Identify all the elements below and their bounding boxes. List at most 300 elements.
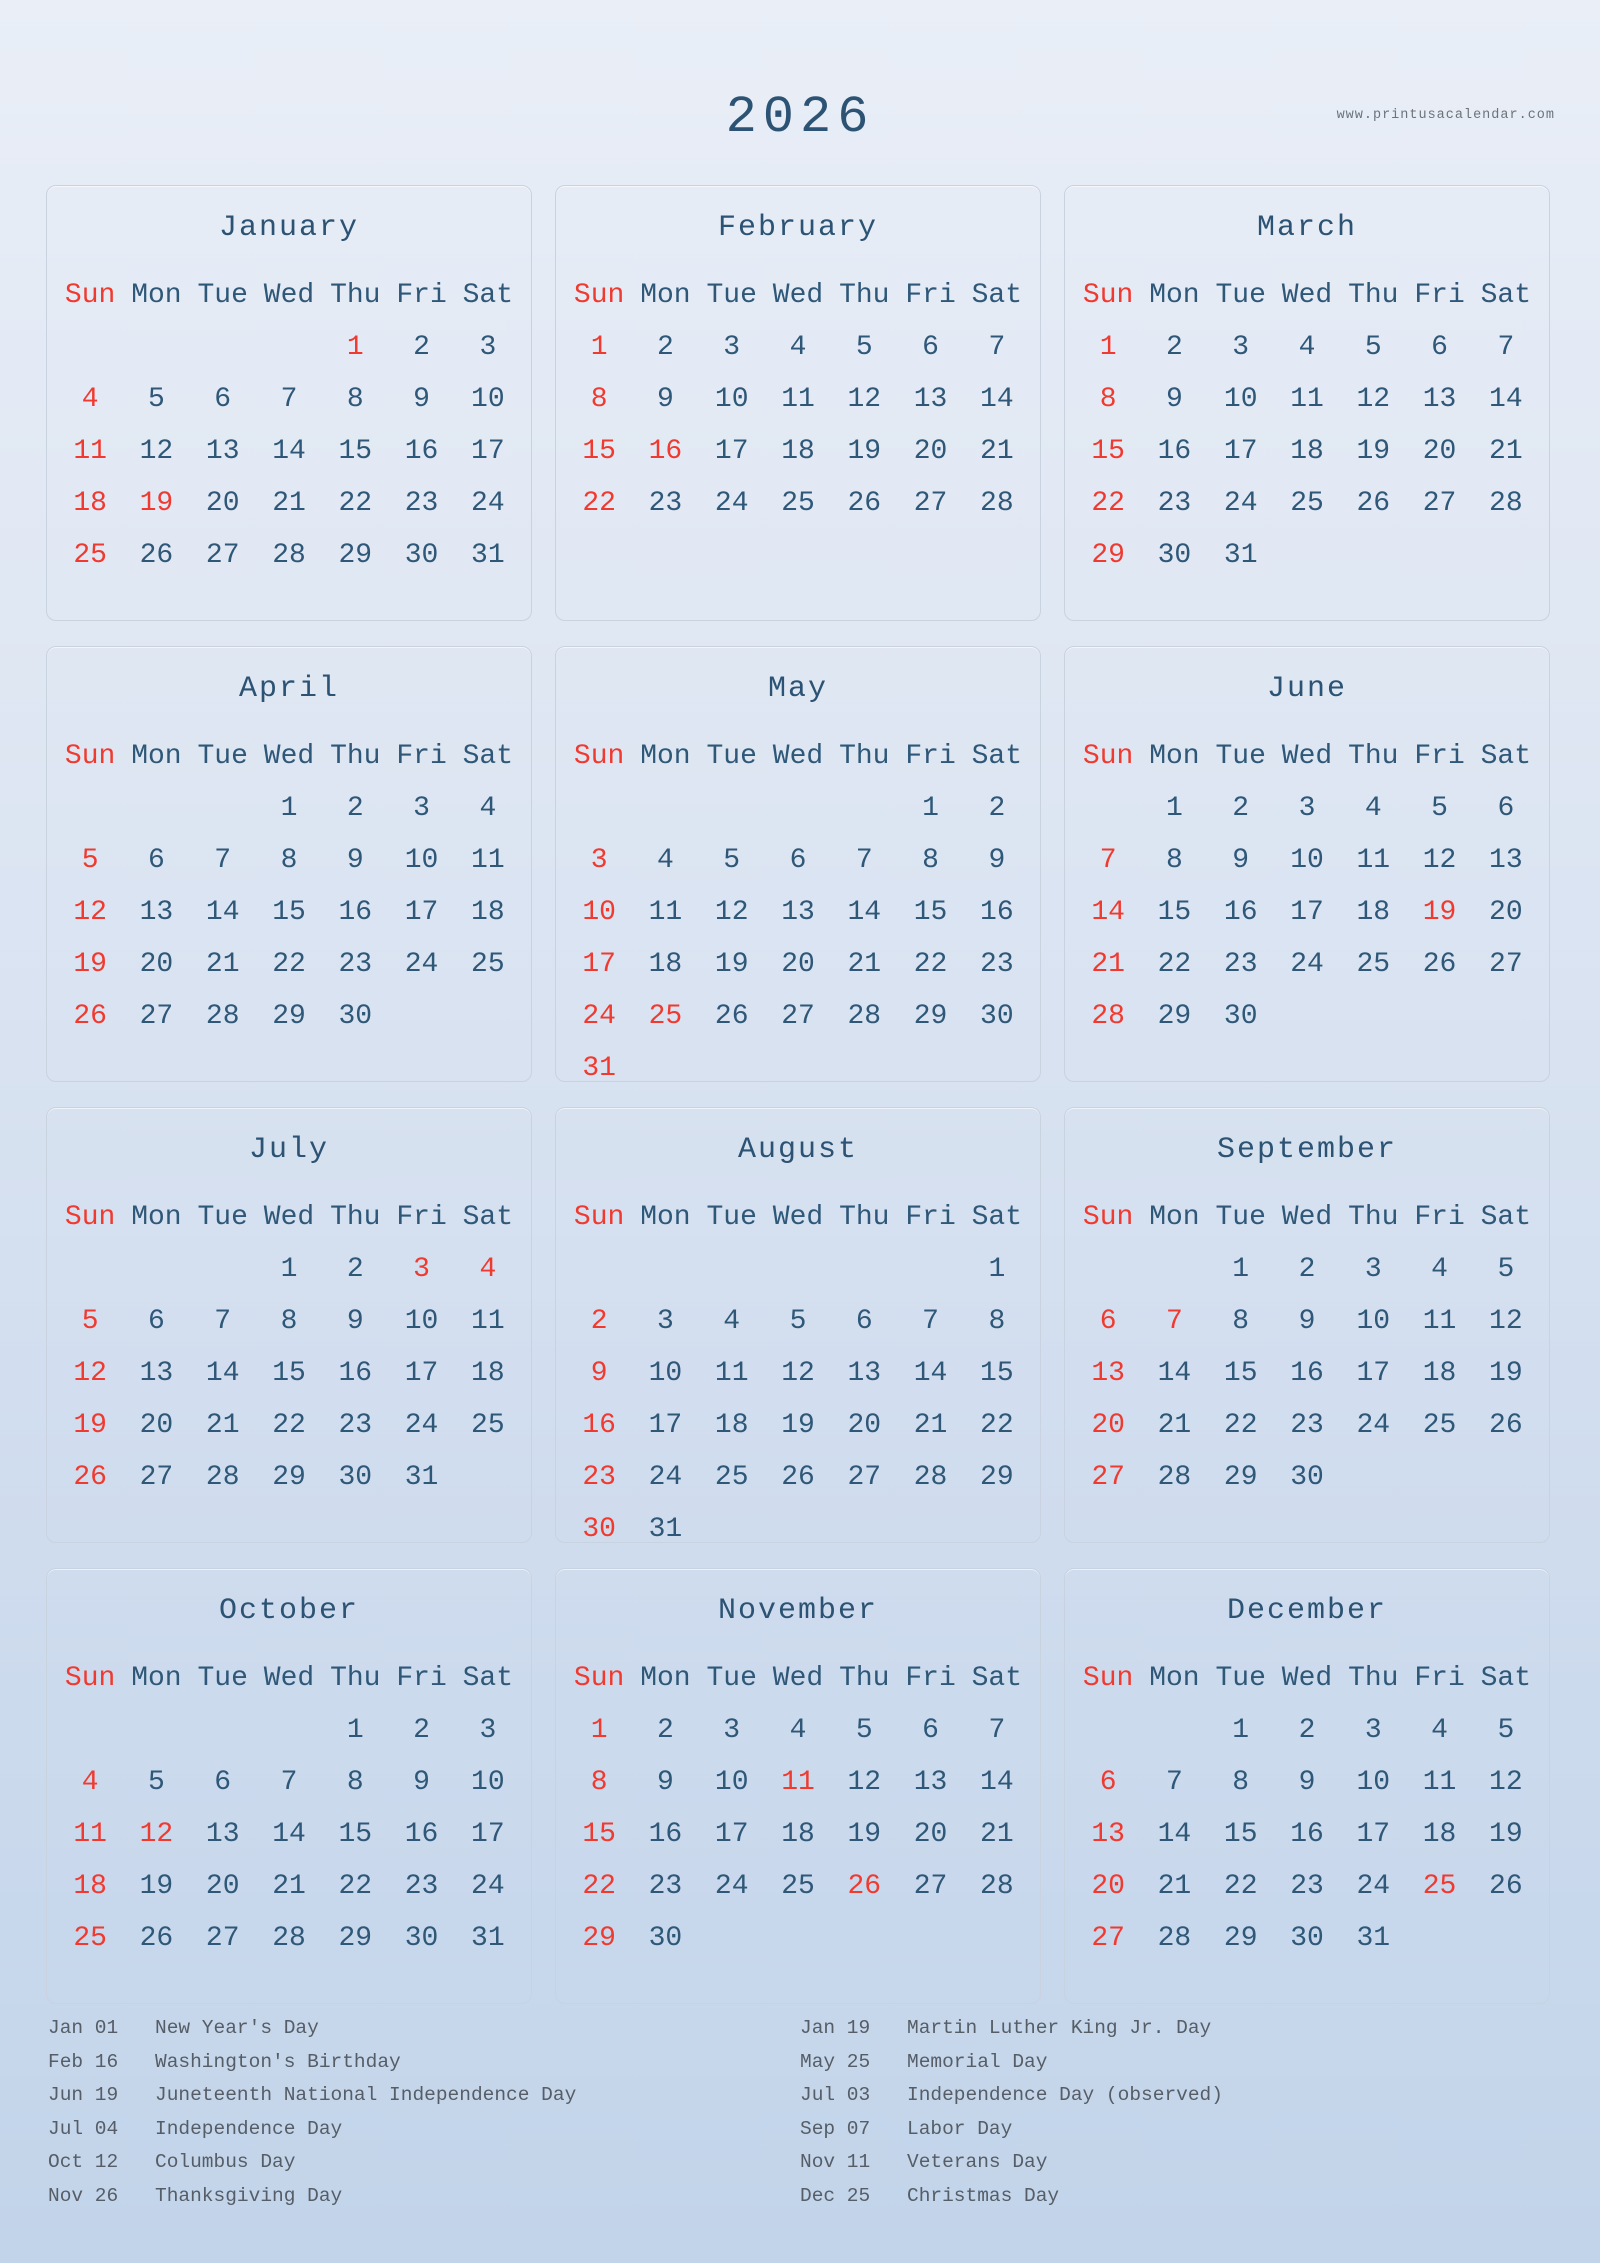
day-cell: 15 bbox=[272, 897, 306, 928]
day-cell: 9 bbox=[590, 1358, 608, 1389]
weekday-header-sun: Sun bbox=[64, 280, 116, 311]
day-cell: 24 bbox=[471, 1871, 505, 1902]
day-cell: 3 bbox=[413, 1254, 430, 1285]
day-cell: 20 bbox=[205, 488, 240, 519]
holiday-name: Juneteenth National Independence Day bbox=[155, 2084, 577, 2106]
day-cell: 4 bbox=[479, 793, 497, 824]
day-cell: 6 bbox=[1099, 1767, 1117, 1798]
weekday-header-row bbox=[566, 731, 1030, 783]
day-cell: 3 bbox=[1298, 793, 1316, 824]
year-title: 2026 bbox=[725, 88, 875, 147]
day-cell: 16 bbox=[1157, 436, 1192, 467]
weekday-header-wed: Wed bbox=[772, 741, 824, 772]
day-cell: 4 bbox=[1431, 1715, 1448, 1746]
website-url: www.printusacalendar.com bbox=[1336, 108, 1555, 123]
weekday-header-mon: Mon bbox=[640, 1202, 691, 1233]
day-cell: 28 bbox=[272, 540, 306, 571]
day-cell: 14 bbox=[913, 1358, 948, 1389]
day-cell: 11 bbox=[1422, 1306, 1457, 1337]
day-cell: 19 bbox=[139, 1871, 174, 1902]
holiday-name: New Year's Day bbox=[155, 2017, 319, 2039]
day-cell: 9 bbox=[1298, 1767, 1316, 1798]
day-cell: 13 bbox=[139, 1358, 174, 1389]
day-cell: 10 bbox=[471, 384, 505, 415]
holiday-item bbox=[48, 2079, 800, 2113]
day-cell: 3 bbox=[413, 793, 430, 824]
day-cell: 22 bbox=[913, 949, 948, 980]
weekday-header-fri: Fri bbox=[1414, 1202, 1465, 1233]
day-cell: 5 bbox=[723, 845, 741, 876]
weekday-header-thu: Thu bbox=[1348, 741, 1399, 772]
day-cell: 30 bbox=[404, 540, 439, 571]
day-cell: 2 bbox=[1166, 332, 1183, 363]
month-september bbox=[1064, 1107, 1550, 1543]
day-cell: 2 bbox=[413, 332, 430, 363]
day-cell: 31 bbox=[471, 540, 505, 571]
day-cell: 19 bbox=[139, 488, 174, 519]
day-cell: 11 bbox=[714, 1358, 749, 1389]
day-cell: 12 bbox=[73, 1358, 107, 1389]
day-cell: 30 bbox=[338, 1001, 373, 1032]
day-cell: 13 bbox=[205, 436, 240, 467]
day-cell: 25 bbox=[1290, 488, 1324, 519]
day-cell: 20 bbox=[1091, 1410, 1125, 1441]
day-cell: 1 bbox=[1099, 332, 1117, 363]
day-cell: 18 bbox=[781, 1819, 815, 1850]
holiday-item bbox=[48, 2012, 800, 2046]
holiday-name: Christmas Day bbox=[907, 2184, 1060, 2207]
weekday-header-sat: Sat bbox=[462, 1202, 514, 1233]
day-cell: 9 bbox=[346, 1306, 364, 1337]
holiday-date: May 25 bbox=[800, 2050, 871, 2073]
day-cell: 28 bbox=[272, 1923, 306, 1954]
day-cell: 22 bbox=[272, 949, 306, 980]
empty-cell bbox=[190, 1244, 256, 1296]
day-cell: 12 bbox=[1489, 1767, 1523, 1798]
month-title: March bbox=[1256, 211, 1357, 245]
weekday-header-thu: Thu bbox=[1348, 1202, 1399, 1233]
day-cell: 4 bbox=[1364, 793, 1382, 824]
day-cell: 20 bbox=[1422, 436, 1457, 467]
day-cell: 3 bbox=[723, 1715, 741, 1746]
holiday-name: Independence Day bbox=[155, 2117, 343, 2140]
day-cell: 26 bbox=[714, 1001, 749, 1032]
day-cell: 30 bbox=[1290, 1923, 1324, 1954]
day-cell: 1 bbox=[590, 1715, 608, 1746]
weekday-header-row bbox=[566, 270, 1030, 322]
day-cell: 9 bbox=[657, 384, 674, 415]
day-cell: 9 bbox=[1298, 1306, 1316, 1337]
day-cell: 4 bbox=[81, 384, 99, 415]
day-cell: 17 bbox=[714, 436, 749, 467]
day-cell: 2 bbox=[657, 332, 674, 363]
empty-cell bbox=[57, 1244, 123, 1296]
empty-cell bbox=[57, 783, 123, 835]
day-cell: 19 bbox=[1356, 436, 1391, 467]
day-cell: 1 bbox=[346, 332, 364, 363]
day-cell: 5 bbox=[1497, 1715, 1515, 1746]
empty-cell bbox=[123, 322, 189, 374]
weekday-header-wed: Wed bbox=[772, 280, 824, 311]
day-cell: 7 bbox=[922, 1306, 939, 1337]
day-cell: 3 bbox=[479, 332, 497, 363]
month-title: September bbox=[1216, 1133, 1398, 1167]
day-cell: 29 bbox=[980, 1462, 1014, 1493]
weekday-header-fri: Fri bbox=[396, 741, 447, 772]
day-cell: 19 bbox=[847, 436, 882, 467]
weekday-header-row bbox=[57, 1192, 521, 1244]
day-cell: 14 bbox=[272, 436, 306, 467]
day-cell: 14 bbox=[1157, 1819, 1192, 1850]
holiday-date: Sep 07 bbox=[800, 2117, 871, 2140]
day-cell: 23 bbox=[404, 488, 439, 519]
day-cell: 8 bbox=[922, 845, 939, 876]
day-cell: 14 bbox=[205, 897, 240, 928]
holiday-date: Feb 16 bbox=[48, 2050, 119, 2073]
day-grid bbox=[57, 783, 521, 1043]
day-cell: 9 bbox=[988, 845, 1006, 876]
weekday-header-sat: Sat bbox=[971, 1663, 1023, 1694]
weekday-header-wed: Wed bbox=[1281, 1202, 1333, 1233]
weekday-header-tue: Tue bbox=[197, 280, 248, 311]
day-cell: 19 bbox=[847, 1819, 882, 1850]
day-cell: 16 bbox=[648, 436, 683, 467]
weekday-header-sun: Sun bbox=[573, 741, 625, 772]
empty-cell bbox=[1141, 1705, 1207, 1757]
day-grid bbox=[566, 1705, 1030, 1965]
day-cell: 6 bbox=[148, 845, 165, 876]
day-grid bbox=[57, 322, 521, 582]
weekday-header-sat: Sat bbox=[971, 1202, 1023, 1233]
day-cell: 20 bbox=[781, 949, 815, 980]
day-cell: 7 bbox=[1099, 845, 1117, 876]
weekday-header-mon: Mon bbox=[640, 1663, 691, 1694]
day-cell: 4 bbox=[789, 332, 807, 363]
weekday-header-sun: Sun bbox=[573, 1663, 625, 1694]
weekday-header-sun: Sun bbox=[573, 1202, 625, 1233]
day-cell: 12 bbox=[781, 1358, 815, 1389]
day-cell: 8 bbox=[1232, 1767, 1250, 1798]
weekday-header-row bbox=[566, 1192, 1030, 1244]
day-cell: 15 bbox=[582, 436, 616, 467]
day-cell: 1 bbox=[1166, 793, 1183, 824]
day-cell: 31 bbox=[648, 1514, 683, 1545]
day-cell: 16 bbox=[582, 1410, 616, 1441]
day-cell: 12 bbox=[1422, 845, 1457, 876]
weekday-header-thu: Thu bbox=[839, 741, 890, 772]
day-cell: 16 bbox=[1223, 897, 1258, 928]
weekday-header-thu: Thu bbox=[1348, 280, 1399, 311]
day-cell: 8 bbox=[1099, 384, 1117, 415]
day-cell: 10 bbox=[648, 1358, 683, 1389]
day-cell: 23 bbox=[1290, 1871, 1324, 1902]
day-cell: 2 bbox=[657, 1715, 674, 1746]
day-cell: 25 bbox=[648, 1001, 683, 1032]
day-cell: 1 bbox=[1232, 1254, 1250, 1285]
day-cell: 30 bbox=[338, 1462, 373, 1493]
day-cell: 25 bbox=[1422, 1871, 1457, 1902]
day-grid bbox=[57, 1705, 521, 1965]
day-cell: 24 bbox=[1223, 488, 1258, 519]
day-cell: 7 bbox=[280, 1767, 298, 1798]
day-cell: 30 bbox=[1290, 1462, 1324, 1493]
day-cell: 24 bbox=[1356, 1410, 1391, 1441]
day-cell: 8 bbox=[1166, 845, 1183, 876]
day-cell: 18 bbox=[781, 436, 815, 467]
day-cell: 8 bbox=[590, 384, 608, 415]
day-cell: 16 bbox=[648, 1819, 683, 1850]
month-title: January bbox=[218, 211, 360, 245]
day-cell: 15 bbox=[338, 1819, 373, 1850]
weekday-header-mon: Mon bbox=[1149, 1663, 1200, 1694]
day-cell: 13 bbox=[847, 1358, 882, 1389]
day-cell: 6 bbox=[214, 384, 232, 415]
day-cell: 18 bbox=[471, 1358, 505, 1389]
weekday-header-wed: Wed bbox=[263, 1202, 315, 1233]
day-cell: 8 bbox=[988, 1306, 1006, 1337]
month-title: April bbox=[238, 672, 339, 706]
holiday-date: Jul 03 bbox=[800, 2084, 871, 2106]
day-cell: 31 bbox=[1356, 1923, 1391, 1954]
holiday-date: Oct 12 bbox=[48, 2151, 119, 2173]
day-cell: 16 bbox=[338, 1358, 373, 1389]
holiday-name: Washington's Birthday bbox=[155, 2050, 401, 2073]
holiday-item bbox=[800, 2146, 1552, 2180]
day-cell: 4 bbox=[789, 1715, 807, 1746]
day-cell: 6 bbox=[1497, 793, 1515, 824]
day-cell: 12 bbox=[714, 897, 749, 928]
day-cell: 7 bbox=[214, 845, 232, 876]
empty-cell bbox=[831, 783, 897, 835]
day-cell: 15 bbox=[582, 1819, 616, 1850]
weekday-header-sun: Sun bbox=[1082, 741, 1134, 772]
day-cell: 30 bbox=[648, 1923, 683, 1954]
day-cell: 30 bbox=[582, 1514, 616, 1545]
weekday-header-mon: Mon bbox=[1149, 741, 1200, 772]
day-cell: 26 bbox=[139, 540, 174, 571]
day-cell: 8 bbox=[346, 1767, 364, 1798]
day-cell: 23 bbox=[1157, 488, 1192, 519]
day-cell: 15 bbox=[913, 897, 948, 928]
day-cell: 25 bbox=[781, 1871, 815, 1902]
day-cell: 28 bbox=[913, 1462, 948, 1493]
day-cell: 24 bbox=[1356, 1871, 1391, 1902]
holiday-name: Veterans Day bbox=[907, 2151, 1048, 2173]
day-cell: 3 bbox=[1364, 1254, 1382, 1285]
month-title: November bbox=[717, 1594, 879, 1628]
month-march bbox=[1064, 185, 1550, 621]
weekday-header-sat: Sat bbox=[462, 1663, 514, 1694]
day-cell: 26 bbox=[73, 1001, 107, 1032]
empty-cell bbox=[256, 1705, 322, 1757]
day-cell: 23 bbox=[648, 488, 683, 519]
day-cell: 11 bbox=[781, 1767, 815, 1798]
empty-cell bbox=[699, 783, 765, 835]
day-cell: 26 bbox=[781, 1462, 815, 1493]
day-cell: 1 bbox=[1232, 1715, 1250, 1746]
empty-cell bbox=[1075, 1244, 1141, 1296]
day-cell: 22 bbox=[1157, 949, 1192, 980]
day-cell: 6 bbox=[1431, 332, 1448, 363]
empty-cell bbox=[765, 1244, 831, 1296]
day-cell: 24 bbox=[648, 1462, 683, 1493]
weekday-header-sun: Sun bbox=[1082, 1202, 1134, 1233]
weekday-header-row bbox=[566, 1653, 1030, 1705]
weekday-header-sat: Sat bbox=[1480, 1663, 1532, 1694]
weekday-header-mon: Mon bbox=[131, 280, 182, 311]
day-cell: 27 bbox=[205, 1923, 240, 1954]
day-cell: 22 bbox=[582, 488, 616, 519]
day-cell: 27 bbox=[139, 1001, 174, 1032]
holiday-item bbox=[48, 2113, 800, 2147]
day-cell: 5 bbox=[855, 1715, 873, 1746]
weekday-header-mon: Mon bbox=[131, 1663, 182, 1694]
empty-cell bbox=[123, 1705, 189, 1757]
day-cell: 5 bbox=[855, 332, 873, 363]
day-cell: 7 bbox=[1166, 1306, 1183, 1337]
day-grid bbox=[1075, 1244, 1539, 1504]
day-cell: 24 bbox=[714, 1871, 749, 1902]
day-cell: 26 bbox=[1489, 1871, 1523, 1902]
weekday-header-fri: Fri bbox=[396, 1663, 447, 1694]
day-grid bbox=[1075, 1705, 1539, 1965]
day-cell: 7 bbox=[855, 845, 873, 876]
day-cell: 3 bbox=[590, 845, 608, 876]
month-april bbox=[46, 646, 532, 1082]
weekday-header-wed: Wed bbox=[263, 280, 315, 311]
day-cell: 4 bbox=[81, 1767, 99, 1798]
weekday-header-sat: Sat bbox=[462, 280, 514, 311]
day-cell: 27 bbox=[781, 1001, 815, 1032]
day-cell: 4 bbox=[657, 845, 674, 876]
day-cell: 13 bbox=[781, 897, 815, 928]
day-cell: 10 bbox=[1356, 1306, 1391, 1337]
empty-cell bbox=[1141, 1244, 1207, 1296]
day-cell: 19 bbox=[1489, 1358, 1523, 1389]
weekday-header-row bbox=[57, 1653, 521, 1705]
weekday-header-tue: Tue bbox=[1215, 280, 1266, 311]
day-cell: 9 bbox=[1232, 845, 1250, 876]
empty-cell bbox=[1075, 783, 1141, 835]
day-cell: 25 bbox=[471, 949, 505, 980]
weekday-header-mon: Mon bbox=[1149, 1202, 1200, 1233]
day-cell: 31 bbox=[471, 1923, 505, 1954]
day-cell: 13 bbox=[913, 1767, 948, 1798]
weekday-header-row bbox=[1075, 731, 1539, 783]
holiday-name: Thanksgiving Day bbox=[155, 2184, 343, 2207]
day-cell: 18 bbox=[73, 488, 107, 519]
day-cell: 6 bbox=[789, 845, 807, 876]
day-cell: 14 bbox=[272, 1819, 306, 1850]
day-cell: 31 bbox=[404, 1462, 439, 1493]
day-cell: 15 bbox=[1091, 436, 1125, 467]
day-cell: 20 bbox=[847, 1410, 882, 1441]
empty-cell bbox=[190, 322, 256, 374]
day-cell: 17 bbox=[1356, 1819, 1391, 1850]
day-cell: 8 bbox=[1232, 1306, 1250, 1337]
day-cell: 6 bbox=[922, 332, 939, 363]
day-grid bbox=[566, 1244, 1030, 1556]
day-cell: 28 bbox=[980, 488, 1014, 519]
day-cell: 21 bbox=[1157, 1410, 1192, 1441]
day-cell: 29 bbox=[338, 1923, 373, 1954]
weekday-header-row bbox=[1075, 1192, 1539, 1244]
day-cell: 1 bbox=[280, 1254, 298, 1285]
month-october bbox=[46, 1568, 532, 2004]
day-cell: 20 bbox=[913, 436, 948, 467]
day-cell: 13 bbox=[1091, 1358, 1125, 1389]
weekday-header-thu: Thu bbox=[330, 1202, 381, 1233]
holiday-item bbox=[800, 2046, 1552, 2080]
day-cell: 27 bbox=[1091, 1462, 1125, 1493]
months-grid bbox=[46, 185, 1550, 2004]
weekday-header-tue: Tue bbox=[1215, 741, 1266, 772]
weekday-header-fri: Fri bbox=[905, 741, 956, 772]
day-cell: 17 bbox=[404, 897, 439, 928]
holiday-date: Nov 26 bbox=[48, 2184, 119, 2207]
day-cell: 3 bbox=[657, 1306, 674, 1337]
day-cell: 15 bbox=[1223, 1358, 1258, 1389]
day-cell: 18 bbox=[648, 949, 683, 980]
holiday-column-right bbox=[800, 2012, 1552, 2213]
day-cell: 10 bbox=[471, 1767, 505, 1798]
day-cell: 15 bbox=[272, 1358, 306, 1389]
day-cell: 23 bbox=[1290, 1410, 1324, 1441]
day-cell: 8 bbox=[280, 845, 298, 876]
weekday-header-wed: Wed bbox=[263, 741, 315, 772]
weekday-header-tue: Tue bbox=[1215, 1663, 1266, 1694]
weekday-header-mon: Mon bbox=[640, 280, 691, 311]
day-cell: 24 bbox=[404, 949, 439, 980]
weekday-header-thu: Thu bbox=[1348, 1663, 1399, 1694]
day-cell: 29 bbox=[1091, 540, 1125, 571]
weekday-header-row bbox=[1075, 270, 1539, 322]
day-cell: 13 bbox=[139, 897, 174, 928]
day-cell: 2 bbox=[988, 793, 1006, 824]
weekday-header-sat: Sat bbox=[1480, 1202, 1532, 1233]
weekday-header-row bbox=[1075, 1653, 1539, 1705]
day-cell: 6 bbox=[855, 1306, 873, 1337]
month-title: June bbox=[1266, 672, 1347, 706]
day-cell: 21 bbox=[205, 949, 240, 980]
day-cell: 6 bbox=[1099, 1306, 1117, 1337]
day-cell: 13 bbox=[1489, 845, 1523, 876]
day-cell: 2 bbox=[346, 793, 364, 824]
weekday-header-sat: Sat bbox=[1480, 741, 1532, 772]
weekday-header-tue: Tue bbox=[197, 1663, 248, 1694]
day-cell: 19 bbox=[1489, 1819, 1523, 1850]
day-cell: 9 bbox=[1166, 384, 1183, 415]
holiday-list bbox=[48, 2012, 1552, 2213]
empty-cell bbox=[190, 1705, 256, 1757]
day-cell: 29 bbox=[582, 1923, 616, 1954]
empty-cell bbox=[566, 1244, 632, 1296]
day-cell: 28 bbox=[1489, 488, 1523, 519]
weekday-header-wed: Wed bbox=[1281, 280, 1333, 311]
weekday-header-sat: Sat bbox=[971, 741, 1023, 772]
empty-cell bbox=[566, 783, 632, 835]
weekday-header-thu: Thu bbox=[330, 1663, 381, 1694]
day-cell: 29 bbox=[272, 1462, 306, 1493]
day-cell: 11 bbox=[471, 1306, 505, 1337]
day-cell: 22 bbox=[1091, 488, 1125, 519]
day-cell: 28 bbox=[847, 1001, 882, 1032]
day-cell: 23 bbox=[1223, 949, 1258, 980]
day-cell: 22 bbox=[1223, 1410, 1258, 1441]
day-cell: 15 bbox=[1223, 1819, 1258, 1850]
day-cell: 11 bbox=[1290, 384, 1324, 415]
day-cell: 28 bbox=[205, 1001, 240, 1032]
